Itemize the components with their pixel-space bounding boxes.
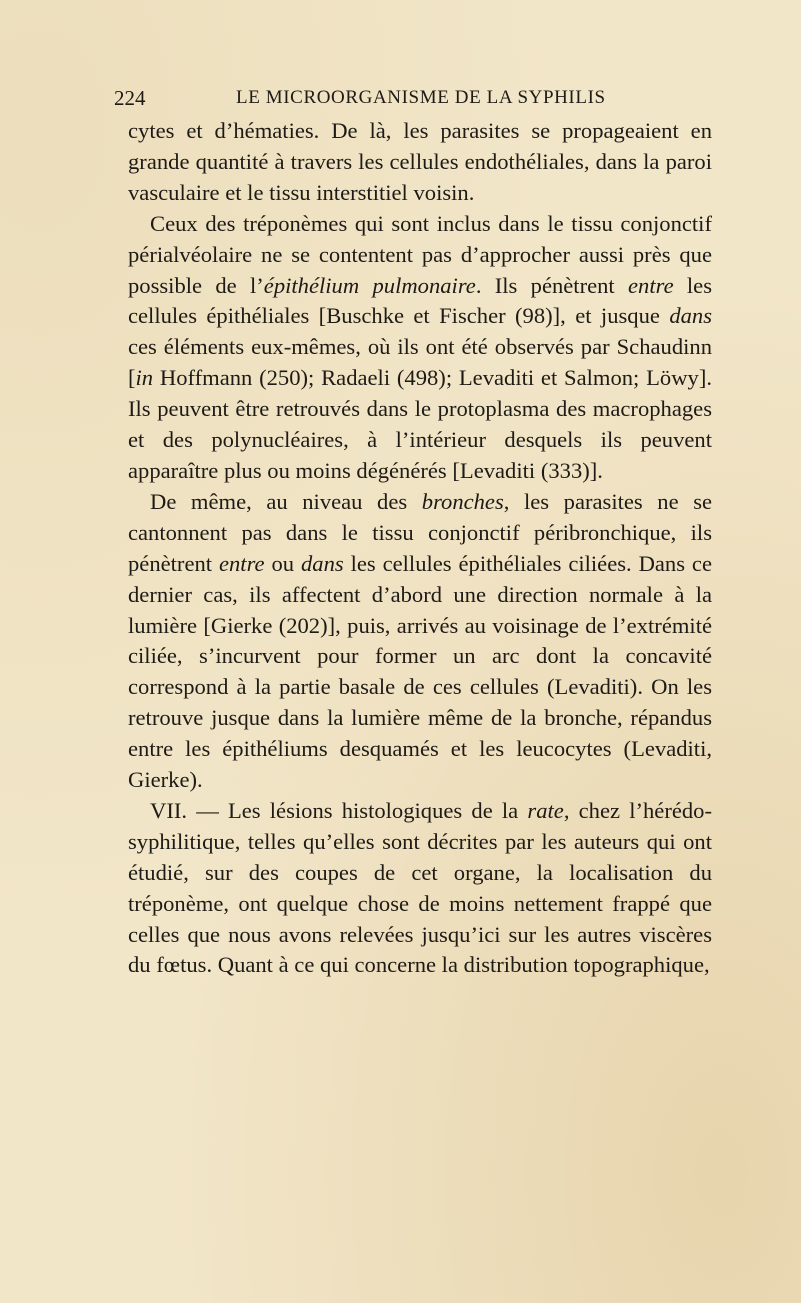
italic-term: entre — [628, 272, 674, 298]
paragraph-text: les cellules épithéliales ciliées. Dans ce dernier cas, ils affectent d’abord une direction normale à la lumière [Gierke (202)], puis, arrivés au voisinage de l’extrémité ciliée, s’incurvent pour former un arc dont la concavité correspond à la partie basale de ces cellules (Levaditi). On les retrouve jusque dans la lumière même de la bronche, répandus entre les épithéliums desquamés et les leucocytes (Levaditi, Gierke). — [128, 550, 712, 793]
page-number: 224 — [114, 86, 146, 110]
italic-term: entre — [218, 550, 265, 576]
italic-term: dans — [300, 550, 344, 576]
paragraph-text: De même, au niveau des — [150, 488, 422, 514]
page-header — [114, 86, 714, 116]
paragraph-text: cytes et d’hématies. De là, les parasites se propageaient en grande quantité à travers les cellules endothéliales, dans la paroi vasculaire et le tissu interstitiel voisin. — [128, 118, 712, 205]
paragraph-text: ou — [264, 550, 301, 576]
italic-term: épithélium pulmonaire — [263, 272, 476, 298]
paragraph-text: , chez l’hérédo-syphilitique, telles qu’elles sont décrites par les auteurs qui ont étudié, sur des coupes de cet organe, la localisation du tréponème, ont quelque chose de moins nettement frappé que celles que nous avons relevées jusqu’ici sur les autres viscères du fœtus. Quant à ce qui concerne la distribution topographique, — [128, 797, 713, 978]
italic-term: bronches — [421, 488, 504, 514]
paragraph-text: Hoffmann (250); Radaeli (498); Levaditi et Salmon; Löwy]. Ils peuvent être retrouvés dans le protoplasma des macrophages et des polynucléaires, à l’intérieur desquels ils peuvent apparaître plus ou moins dégénérés [Levaditi (333)]. — [128, 365, 712, 483]
paragraph-2 — [128, 209, 712, 487]
paragraph-4 — [128, 796, 712, 981]
paragraph-3 — [128, 487, 712, 796]
paragraph-text: les cellules épithéliales [Buschke et Fischer (98)], et jusque — [128, 272, 713, 329]
italic-term: dans — [669, 303, 712, 329]
paragraph-text: Ceux des tréponèmes qui sont inclus dans le tissu conjonctif périalvéolaire ne se contentent pas d’approcher aussi près que possible de l’ — [128, 210, 712, 298]
paragraph-text: , les parasites ne se cantonnent pas dans le tissu conjonctif péribronchique, ils pénètrent — [128, 488, 713, 576]
running-title: LE MICROORGANISME DE LA SYPHILIS — [236, 87, 606, 108]
paragraph-1 — [128, 116, 712, 209]
paragraph-text: ces éléments eux-mêmes, où ils ont été observés par Schaudinn [ — [128, 334, 712, 391]
page-body — [128, 116, 712, 981]
paragraph-text: VII. — Les lésions histologiques de la — [150, 797, 528, 823]
paragraph-text: . Ils pénètrent — [475, 272, 629, 298]
italic-term: rate — [527, 797, 564, 823]
italic-term: in — [135, 365, 154, 391]
